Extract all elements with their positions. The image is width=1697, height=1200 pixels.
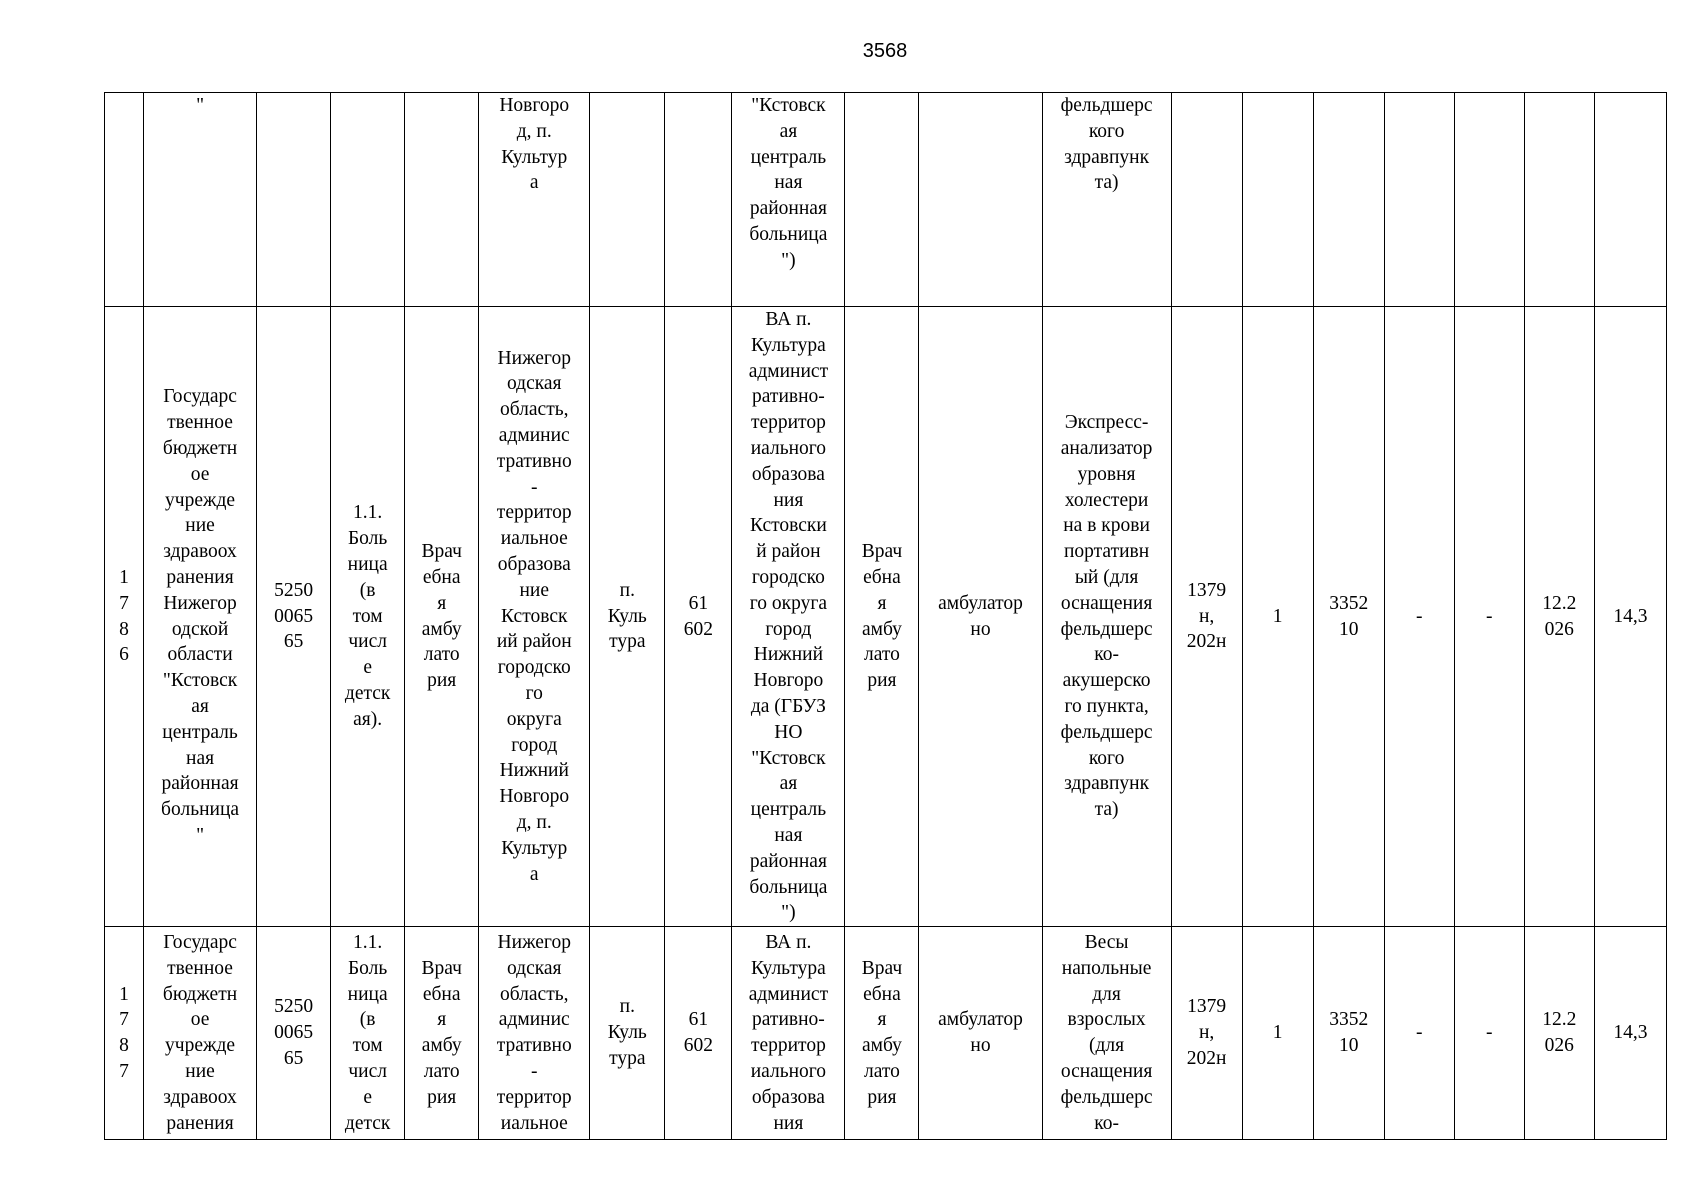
equipment-table [104, 92, 1667, 1140]
cell-text: Государс твенное бюджетн ое учрежде ние здравоох ранения Нижегор одской области "Кстовск ая централь ная районная больница " [161, 386, 240, 846]
cell-text: Весы напольные для взрослых (для оснащения фельдшерс ко- [1060, 931, 1153, 1134]
table-cell-col-extra-1 [1384, 927, 1454, 1140]
cell-text: "Кстовск ая централь ная районная больница ") [749, 95, 828, 271]
table-cell-col-quantity [1242, 927, 1313, 1140]
table-cell-col-quantity [1242, 307, 1313, 927]
table-cell-col-subdivision [732, 927, 845, 1140]
table-cell-col-unit-type [405, 93, 479, 307]
cell-text: 14,3 [1613, 605, 1648, 627]
table-cell-col-locality [590, 93, 665, 307]
table-cell-col-address [479, 93, 590, 307]
cell-text: п. Куль тура [607, 579, 647, 653]
table-row [105, 307, 1667, 927]
cell-text: 5250 0065 65 [274, 579, 314, 653]
table-cell-col-level [331, 927, 405, 1140]
table-cell-col-extra-2 [1454, 307, 1524, 927]
cell-text: - [1415, 605, 1423, 627]
cell-text: амбулатор но [938, 1009, 1023, 1057]
cell-text: Врач ебна я амбу лато рия [861, 957, 903, 1108]
table-cell-col-level [331, 93, 405, 307]
table-cell-col-inn [257, 927, 331, 1140]
cell-text: - [1486, 1022, 1493, 1044]
page-number: 3568 [862, 40, 908, 62]
table-cell-col-order [1171, 927, 1242, 1140]
table-cell-col-care-form [919, 93, 1042, 307]
cell-text: 14,3 [1613, 1022, 1648, 1044]
table-cell-col-subdivision-type [845, 927, 919, 1140]
table-cell-col-date [1524, 927, 1594, 1140]
table-cell-col-level [331, 307, 405, 927]
cell-text: 1 [1272, 1022, 1283, 1044]
table-cell-col-date [1524, 307, 1594, 927]
cell-text: 1379 н, 202н [1186, 579, 1227, 653]
table-cell-col-extra-2 [1454, 93, 1524, 307]
table-cell-col-care-form [919, 307, 1042, 927]
cell-text: 1379 н, 202н [1186, 996, 1227, 1070]
cell-text: - [1486, 605, 1493, 627]
table-cell-col-code [1313, 307, 1384, 927]
cell-text: 3352 10 [1329, 592, 1369, 640]
table-cell-col-number [105, 307, 144, 927]
table-row [105, 93, 1667, 307]
cell-text: 1.1. Боль ница (в том числ е детск ая). [344, 502, 391, 730]
table-cell-col-code [1313, 927, 1384, 1140]
table-cell-col-quantity [1242, 93, 1313, 307]
table-cell-col-subdivision [732, 93, 845, 307]
table-cell-col-number [105, 93, 144, 307]
table-cell-col-extra-1 [1384, 93, 1454, 307]
cell-text: 61 602 [683, 1009, 713, 1057]
cell-text: 12.2 026 [1542, 592, 1577, 640]
cell-text: 1 7 8 7 [119, 983, 129, 1082]
table-cell-col-institution [144, 307, 257, 927]
cell-text: Нижегор одская область, админис тративно - территор иальное [496, 931, 572, 1134]
table-cell-col-number [105, 927, 144, 1140]
table-cell-col-extra-2 [1454, 927, 1524, 1140]
cell-text: амбулатор но [938, 592, 1023, 640]
table-cell-col-order [1171, 307, 1242, 927]
table-cell-col-address [479, 927, 590, 1140]
cell-text: 1.1. Боль ница (в том числ е детск [344, 931, 391, 1134]
table-cell-col-unit-type [405, 927, 479, 1140]
table-cell-col-subdivision-type [845, 307, 919, 927]
cell-text: Врач ебна я амбу лато рия [421, 541, 462, 692]
table-cell-col-equipment [1042, 93, 1171, 307]
cell-text: Врач ебна я амбу лато рия [861, 541, 903, 692]
cell-text: 1 7 8 6 [119, 566, 129, 666]
table-cell-col-value [1594, 93, 1666, 307]
table-cell-col-locality [590, 307, 665, 927]
table-cell-col-oktmo [665, 927, 732, 1140]
cell-text: Новгоро д, п. Культур а [499, 95, 570, 194]
table-cell-col-equipment [1042, 307, 1171, 927]
table-cell-col-institution [144, 927, 257, 1140]
cell-text: 5250 0065 65 [274, 996, 314, 1070]
table-cell-col-code [1313, 93, 1384, 307]
cell-text: - [1415, 1022, 1423, 1044]
cell-text: 3352 10 [1329, 1009, 1369, 1057]
cell-text: ВА п. Культура админист ративно- территор иального образова ния [748, 931, 829, 1134]
table-cell-col-equipment [1042, 927, 1171, 1140]
cell-text: фельдшерс кого здравпунк та) [1060, 95, 1153, 194]
cell-text: Государс твенное бюджетн ое учрежде ние здравоох ранения [162, 931, 238, 1134]
table-cell-col-order [1171, 93, 1242, 307]
table-cell-col-oktmo [665, 307, 732, 927]
cell-text: ВА п. Культура админист ративно- территор иального образова ния Кстовски й район городско го округа город Нижний Новгоро да (ГБУЗ НО "Кстовск ая централь ная районная больница ") [748, 309, 829, 924]
table-cell-col-institution [144, 93, 257, 307]
table-cell-col-inn [257, 93, 331, 307]
cell-text: Врач ебна я амбу лато рия [421, 957, 462, 1108]
table-cell-col-value [1594, 927, 1666, 1140]
table-cell-col-oktmo [665, 93, 732, 307]
table-cell-col-address [479, 307, 590, 927]
table-cell-col-unit-type [405, 307, 479, 927]
table-cell-col-subdivision [732, 307, 845, 927]
table-cell-col-subdivision-type [845, 93, 919, 307]
table-cell-col-locality [590, 927, 665, 1140]
table-cell-col-extra-1 [1384, 307, 1454, 927]
cell-text: 12.2 026 [1542, 1009, 1577, 1057]
table-cell-col-value [1594, 307, 1666, 927]
table-cell-col-inn [257, 307, 331, 927]
cell-text: п. Куль тура [607, 996, 647, 1070]
cell-text: Нижегор одская область, админис тративно - территор иальное образова ние Кстовск ий район городско го округа город Нижний Новгоро д, п. Культур а [496, 347, 572, 885]
cell-text: " [196, 95, 205, 116]
cell-text: Экспресс- анализатор уровня холестери на в крови портативн ый (для оснащения фельдшерс ко- акушерско го пункта, фельдшерс кого здравпунк та) [1060, 412, 1153, 821]
cell-text: 61 602 [683, 592, 713, 640]
table-row [105, 927, 1667, 1140]
cell-text: 1 [1272, 605, 1283, 627]
table-cell-col-care-form [919, 927, 1042, 1140]
table-cell-col-date [1524, 93, 1594, 307]
